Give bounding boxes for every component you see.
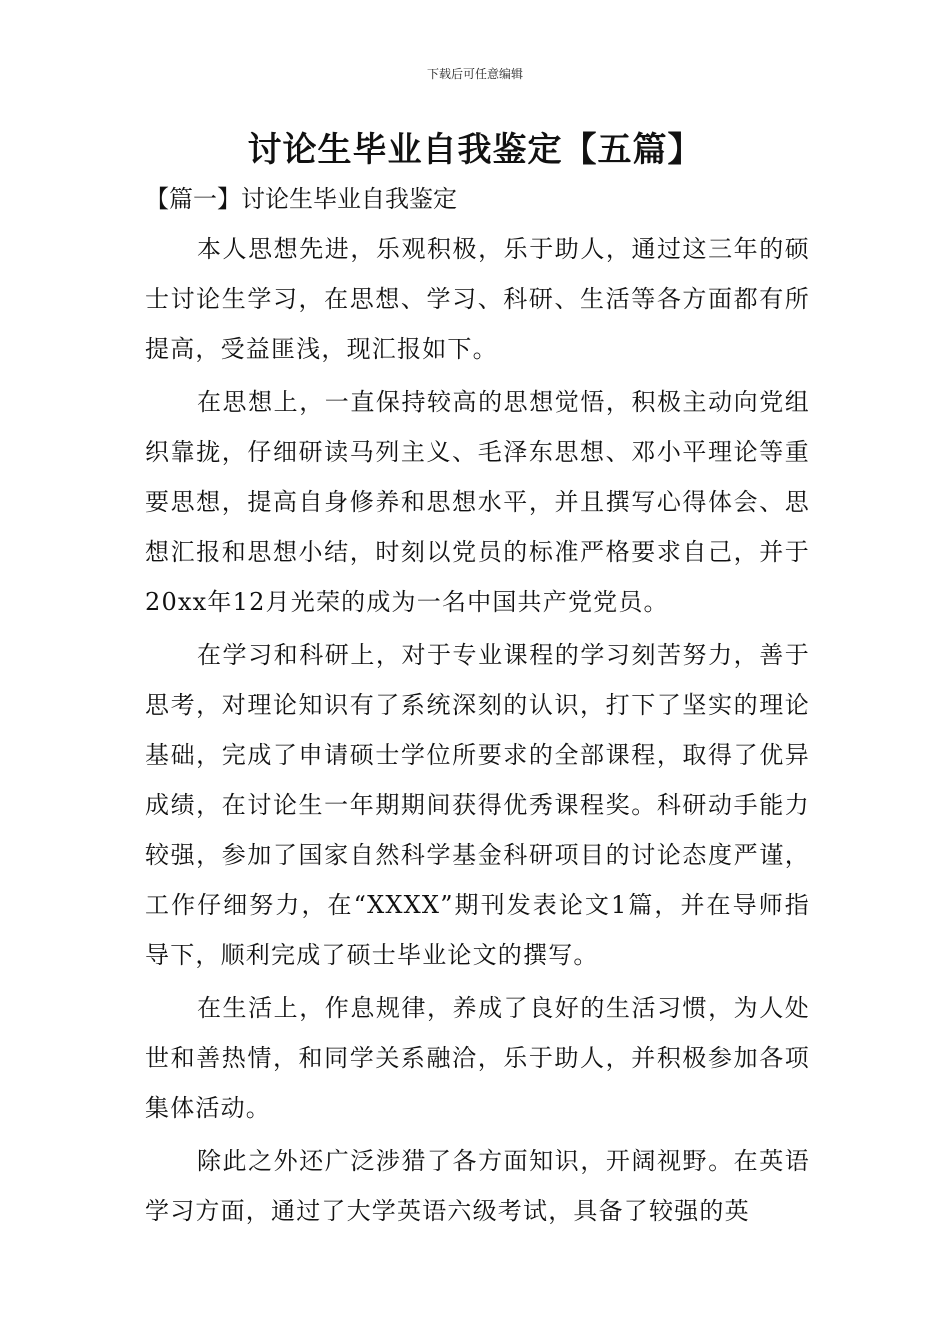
paragraph: 在思想上，一直保持较高的思想觉悟，积极主动向党组织靠拢，仔细研读马列主义、毛泽东思想、邓小平理论等重要思想，提高自身修养和思想水平，并且撰写心得体会、思想汇报和思想小结，时刻以党员的标准严格要求自己，并于20xx年12月光荣的成为一名中国共产党党员。 (145, 388, 810, 616)
paragraph: 在学习和科研上，对于专业课程的学习刻苦努力，善于思考，对理论知识有了系统深刻的认识，打下了坚实的理论基础，完成了申请硕士学位所要求的全部课程，取得了优异成绩，在讨论生一年期期间获得优秀课程奖。科研动手能力较强，参加了国家自然科学基金科研项目的讨论态度严谨，工作仔细努力，在“XXXX”期刊发表论文1篇，并在导师指导下，顺利完成了硕士毕业论文的撰写。 (145, 641, 810, 969)
section-heading: 【篇一】讨论生毕业自我鉴定 (145, 185, 457, 213)
header-note: 下载后可任意编辑 (426, 67, 523, 81)
paragraph: 除此之外还广泛涉猎了各方面知识，开阔视野。在英语学习方面，通过了大学英语六级考试，具备了较强的英 (145, 1147, 810, 1225)
document-body (145, 224, 810, 1239)
paragraph: 在生活上，作息规律，养成了良好的生活习惯，为人处世和善热情，和同学关系融洽，乐于助人，并积极参加各项集体活动。 (145, 994, 810, 1122)
paragraph: 本人思想先进，乐观积极，乐于助人，通过这三年的硕士讨论生学习，在思想、学习、科研、生活等各方面都有所提高，受益匪浅，现汇报如下。 (145, 235, 810, 363)
document-title: 讨论生毕业自我鉴定【五篇】 (247, 130, 703, 170)
